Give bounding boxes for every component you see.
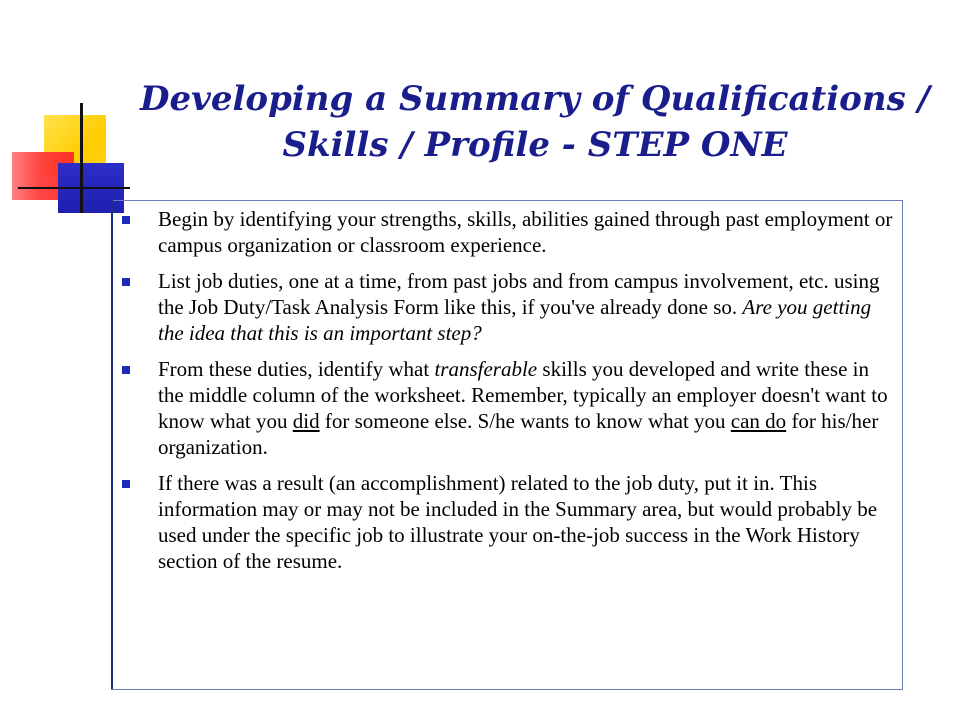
decor-horizontal-line bbox=[18, 187, 130, 189]
bullet-square-icon bbox=[122, 366, 130, 374]
bullet-3-italic-text: transferable bbox=[434, 357, 538, 381]
decor-vertical-line bbox=[80, 103, 83, 213]
bullet-2-italic-text: Are you getting the idea that this is an important step? bbox=[158, 295, 872, 345]
bullet-3-underline-did: did bbox=[292, 409, 320, 433]
bullet-3-underline-can-do: can do bbox=[730, 409, 787, 433]
bullet-1-text: Begin by identifying your strengths, skills, abilities gained through past employment or campus organization or classroom experience. bbox=[158, 207, 893, 257]
bullet-square-icon bbox=[122, 480, 130, 488]
bullet-item-2 bbox=[120, 268, 895, 346]
bullet-3-text-a: From these duties, identify what bbox=[158, 357, 435, 381]
slide-title-line-2: Skills / Profile - STEP ONE bbox=[282, 125, 788, 165]
slide-title bbox=[140, 76, 930, 168]
content-frame-left bbox=[111, 200, 113, 690]
slide-title-line-1: Developing a Summary of Qualifications / bbox=[140, 79, 930, 119]
content-frame-right bbox=[902, 200, 903, 690]
bullet-square-icon bbox=[122, 278, 130, 286]
bullet-item-3 bbox=[120, 356, 895, 460]
content-frame-top bbox=[113, 200, 903, 201]
bullet-list bbox=[120, 206, 895, 584]
content-frame-bottom bbox=[111, 689, 903, 690]
bullet-3-text-c: for someone else. S/he wants to know what you bbox=[319, 409, 731, 433]
bullet-item-1 bbox=[120, 206, 895, 258]
bullet-4-text: If there was a result (an accomplishment) related to the job duty, put it in. This information may or may not be included in the Summary area, but would probably be used under the specific job to illustrate your on-the-job success in the Work History section of the resume. bbox=[158, 471, 878, 573]
bullet-3-text-b: skills you developed and write these in the middle column of the worksheet. Remember, typically an employer doesn't want to know what you bbox=[158, 357, 888, 433]
bullet-3-text-d: for his/her organization. bbox=[158, 409, 879, 459]
bullet-2-text: List job duties, one at a time, from past jobs and from campus involvement, etc. using the Job Duty/Task Analysis Form like this, if you've already done so. bbox=[158, 269, 880, 319]
bullet-square-icon bbox=[122, 216, 130, 224]
bullet-item-4 bbox=[120, 470, 895, 574]
